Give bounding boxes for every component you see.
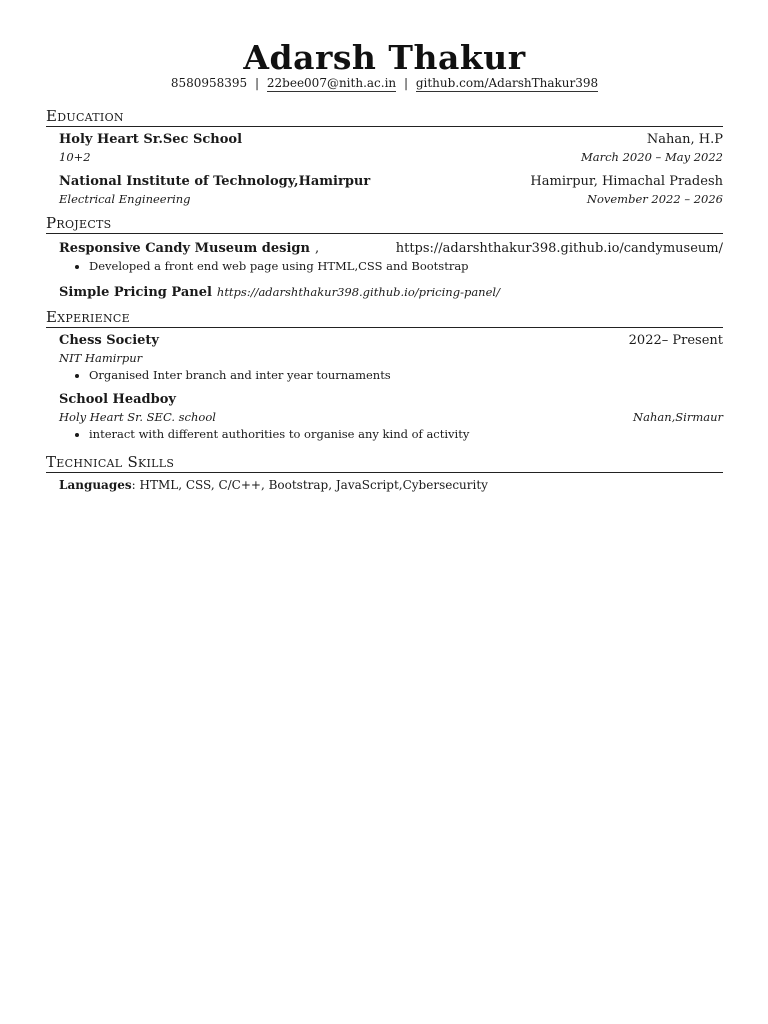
- section-title-projects: Projects: [46, 214, 723, 234]
- project-entry: [46, 283, 723, 302]
- institution-location: Nahan, H.P: [646, 132, 723, 147]
- contact-separator: |: [403, 76, 409, 90]
- contact-line: [46, 76, 723, 91]
- experience-org: Holy Heart Sr. SEC. school: [59, 410, 216, 424]
- skills-colon: :: [131, 478, 136, 492]
- education-section: [46, 107, 723, 208]
- github-link[interactable]: github.com/AdarshThakur398: [415, 76, 599, 90]
- section-title-education: Education: [46, 107, 723, 127]
- skills-line: [46, 476, 723, 494]
- education-dates: March 2020 – May 2022: [580, 150, 723, 164]
- project-entry: [46, 237, 723, 275]
- email-link[interactable]: 22bee007@nith.ac.in: [266, 76, 397, 90]
- bullet-item: • Organised Inter branch and inter year tournaments: [89, 367, 723, 384]
- skills-values: HTML, CSS, C/C++, Bootstrap, JavaScript,Cybersecurity: [139, 478, 488, 492]
- experience-org: NIT Hamirpur: [59, 351, 143, 365]
- experience-role: Chess Society: [59, 333, 159, 348]
- degree: Electrical Engineering: [59, 192, 191, 206]
- experience-bullets: [59, 367, 723, 384]
- experience-entry: [46, 390, 723, 443]
- institution-location: Hamirpur, Himachal Pradesh: [530, 174, 723, 189]
- experience-bullets: [59, 426, 723, 443]
- degree: 10+2: [59, 150, 91, 164]
- resume-page: [46, 40, 723, 494]
- contact-separator: |: [255, 76, 260, 90]
- experience-location: Nahan,Sirmaur: [633, 410, 723, 424]
- education-entry: [46, 172, 723, 208]
- bullet-item: • interact with different authorities to organise any kind of activity: [89, 426, 723, 443]
- institution-name: Holy Heart Sr.Sec School: [59, 132, 243, 147]
- project-link[interactable]: https://adarshthakur398.github.io/pricing-panel/: [216, 285, 500, 299]
- institution-name: National Institute of Technology,Hamirpur: [59, 174, 371, 189]
- experience-role: School Headboy: [59, 392, 176, 407]
- projects-section: [46, 214, 723, 302]
- experience-entry: [46, 331, 723, 384]
- skills-section: [46, 453, 723, 494]
- education-dates: November 2022 – 2026: [586, 192, 723, 206]
- education-entry: [46, 130, 723, 166]
- project-name: Responsive Candy Museum design: [59, 241, 310, 256]
- project-bullets: [59, 258, 723, 275]
- skills-label: Languages: [59, 478, 132, 492]
- experience-dates: 2022– Present: [628, 333, 723, 348]
- bullet-item: • Developed a front end web page using HTML,CSS and Bootstrap: [89, 258, 723, 275]
- project-link[interactable]: https://adarshthakur398.github.io/candymuseum/: [395, 241, 723, 256]
- section-title-skills: Technical Skills: [46, 453, 723, 473]
- experience-section: [46, 308, 723, 443]
- candidate-name: Adarsh Thakur: [243, 38, 526, 77]
- project-name: Simple Pricing Panel: [59, 285, 212, 300]
- project-comma: ,: [315, 241, 320, 256]
- section-title-experience: Experience: [46, 308, 723, 328]
- phone-number: 8580958395: [170, 76, 248, 90]
